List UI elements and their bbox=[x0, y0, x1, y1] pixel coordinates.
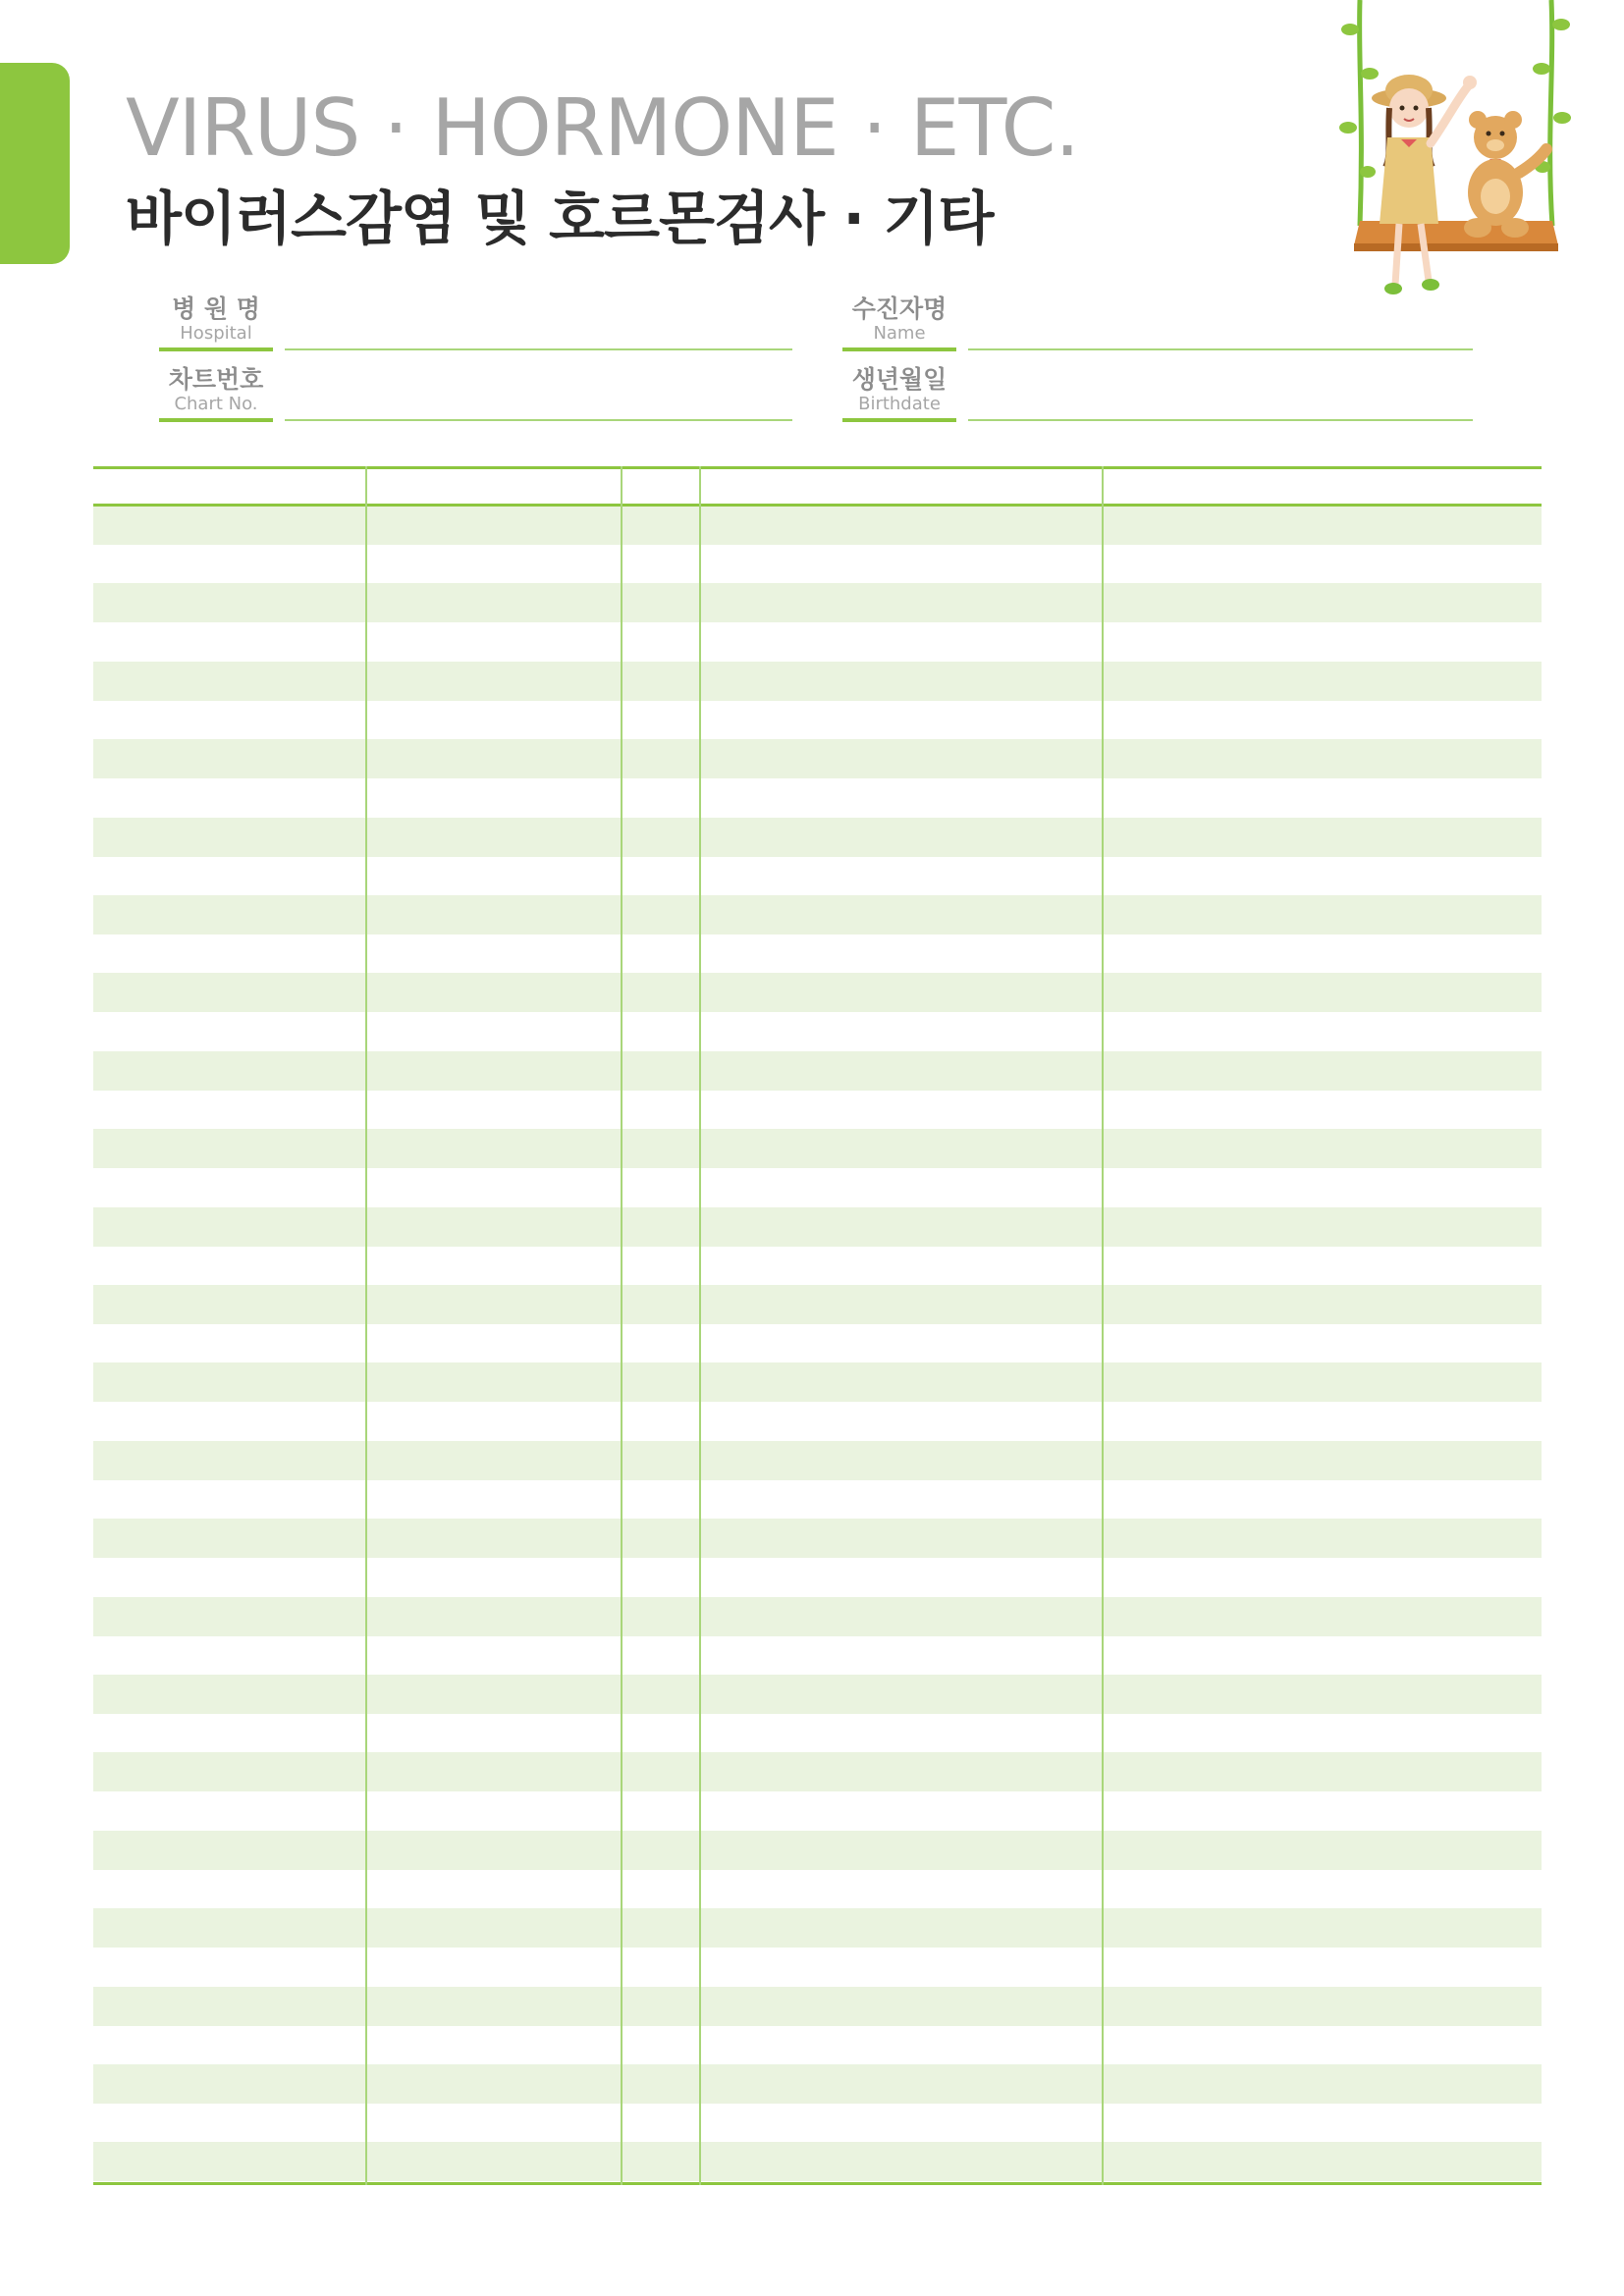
table-row[interactable] bbox=[93, 1987, 1542, 2026]
table-column-divider bbox=[621, 466, 623, 2185]
page-title-english: VIRUS · HORMONE · ETC. bbox=[126, 82, 1079, 174]
chart-number-label-english: Chart No. bbox=[174, 394, 258, 414]
hospital-label-underline bbox=[159, 347, 273, 351]
birthdate-label-underline bbox=[842, 418, 956, 422]
birthdate-input[interactable] bbox=[968, 419, 1473, 421]
birthdate-label bbox=[842, 365, 956, 415]
table-row[interactable] bbox=[93, 1752, 1542, 1791]
table-row[interactable] bbox=[93, 1519, 1542, 1558]
hospital-label bbox=[159, 294, 273, 345]
birthdate-label-korean: 생년월일 bbox=[851, 365, 947, 394]
girl-and-teddy-bear-on-swing-illustration bbox=[1330, 0, 1576, 314]
table-row[interactable] bbox=[93, 973, 1542, 1012]
hospital-input[interactable] bbox=[285, 348, 792, 350]
table-top-rule bbox=[93, 466, 1542, 469]
table-bottom-rule bbox=[93, 2182, 1542, 2185]
table-row[interactable] bbox=[93, 506, 1542, 545]
birthdate-label-english: Birthdate bbox=[858, 394, 941, 414]
table-row[interactable] bbox=[93, 739, 1542, 778]
patient-name-label-korean: 수진자명 bbox=[851, 294, 947, 323]
table-row[interactable] bbox=[93, 1362, 1542, 1402]
table-row[interactable] bbox=[93, 1051, 1542, 1091]
table-row[interactable] bbox=[93, 1597, 1542, 1636]
table-row[interactable] bbox=[93, 1129, 1542, 1168]
hospital-label-korean: 병 원 명 bbox=[172, 294, 260, 323]
hospital-label-english: Hospital bbox=[180, 323, 252, 344]
table-header-rule bbox=[93, 504, 1542, 507]
chart-number-label-underline bbox=[159, 418, 273, 422]
table-row[interactable] bbox=[93, 2142, 1542, 2181]
chart-number-label bbox=[159, 365, 273, 415]
table-row[interactable] bbox=[93, 1441, 1542, 1480]
chart-number-input[interactable] bbox=[285, 419, 792, 421]
chart-number-label-korean: 차트번호 bbox=[168, 365, 264, 394]
page-title-korean: 바이러스감염 및 호르몬검사 · 기타 bbox=[126, 185, 994, 252]
table-row[interactable] bbox=[93, 1285, 1542, 1324]
table-row[interactable] bbox=[93, 895, 1542, 934]
table-column-divider bbox=[1102, 466, 1104, 2185]
table-row[interactable] bbox=[93, 1207, 1542, 1247]
table-row[interactable] bbox=[93, 662, 1542, 701]
table-row[interactable] bbox=[93, 2064, 1542, 2104]
record-table bbox=[93, 466, 1542, 2185]
chapter-side-tab bbox=[0, 63, 70, 264]
table-row[interactable] bbox=[93, 1675, 1542, 1714]
table-row[interactable] bbox=[93, 818, 1542, 857]
table-row[interactable] bbox=[93, 1831, 1542, 1870]
patient-name-label-english: Name bbox=[873, 323, 926, 344]
table-row[interactable] bbox=[93, 1908, 1542, 1948]
patient-name-input[interactable] bbox=[968, 348, 1473, 350]
table-row[interactable] bbox=[93, 583, 1542, 622]
patient-name-label-underline bbox=[842, 347, 956, 351]
patient-name-label bbox=[842, 294, 956, 345]
table-column-divider bbox=[699, 466, 701, 2185]
table-column-divider bbox=[365, 466, 367, 2185]
